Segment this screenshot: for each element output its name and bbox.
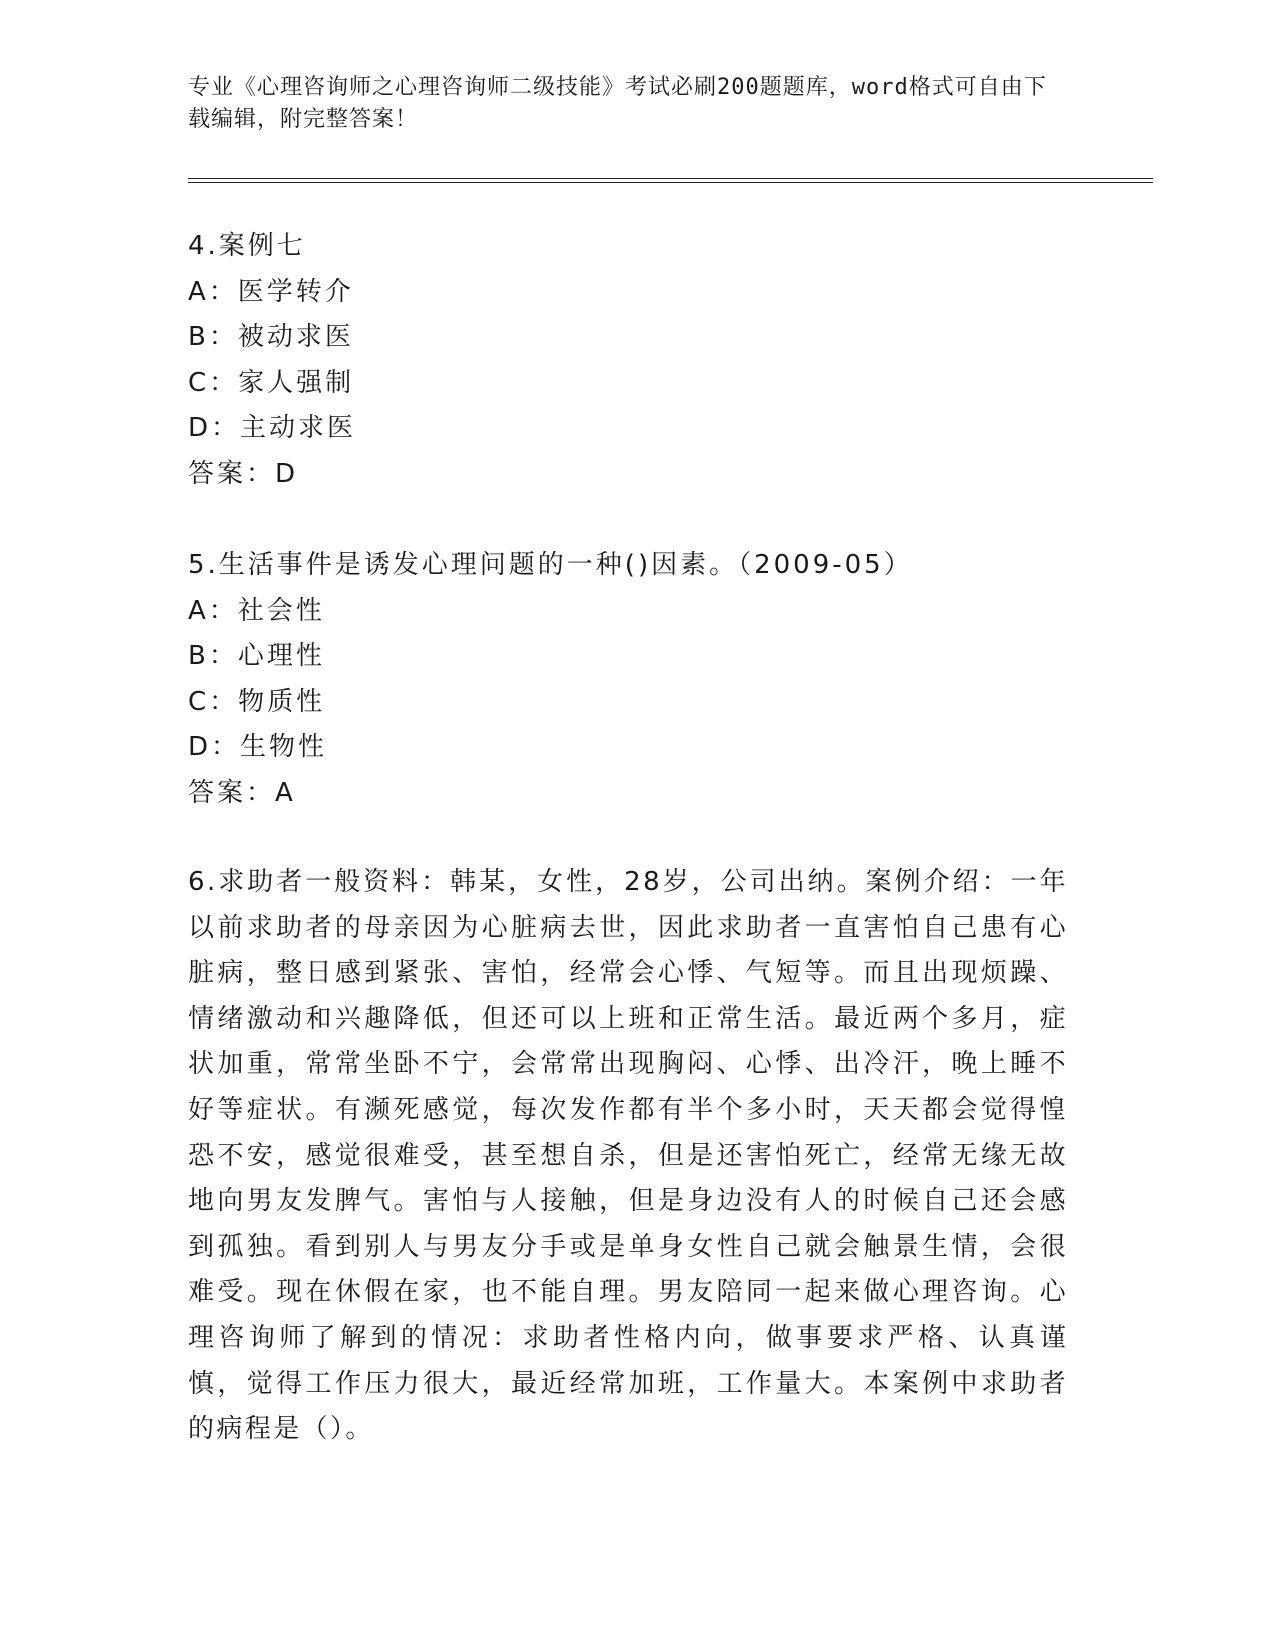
answer: 答案：A [188, 777, 296, 808]
question-4 [188, 224, 1068, 497]
header-divider-top [188, 178, 1153, 179]
answer: 答案：D [188, 458, 299, 489]
question-5 [188, 543, 1068, 816]
option-a: A：医学转介 [188, 276, 354, 307]
question-6: 6.求助者一般资料：韩某，女性，28岁，公司出纳。案例介绍：一年以前求助者的母亲因为心脏病去世，因此求助者一直害怕自己患有心脏病，整日感到紧张、害怕，经常会心悸、气短等。而且出现烦躁、情绪激动和兴趣降低，但还可以上班和正常生活。最近两个多月，症状加重，常常坐卧不宁，会常常出现胸闷、心悸、出冷汗，晚上睡不好等症状。有濒死感觉，每次发作都有半个多小时，天天都会觉得惶恐不安，感觉很难受，甚至想自杀，但是还害怕死亡，经常无缘无故地向男友发脾气。害怕与人接触，但是身边没有人的时候自己还会感到孤独。看到别人与男友分手或是单身女性自己就会触景生情，会很难受。现在休假在家，也不能自理。男友陪同一起来做心理咨询。心理咨询师了解到的情况：求助者性格内向，做事要求严格、认真谨慎，觉得工作压力很大，最近经常加班，工作量大。本案例中求助者的病程是（）。 [188, 867, 1068, 1445]
document-header: 专业《心理咨询师之心理咨询师二级技能》考试必刷200题题库，word格式可自由下载编辑，附完整答案！ [188, 75, 1047, 132]
header-divider-bottom [188, 182, 1153, 183]
option-d: D：主动求医 [188, 413, 357, 443]
option-c: C：家人强制 [188, 367, 355, 398]
question-stem: 4.案例七 [188, 231, 306, 261]
option-c: C：物质性 [188, 686, 326, 717]
option-a: A：社会性 [188, 595, 325, 626]
option-b: B：心理性 [188, 641, 325, 671]
option-b: B：被动求医 [188, 322, 354, 352]
option-d: D：生物性 [188, 732, 328, 762]
question-stem: 5.生活事件是诱发心理问题的一种()因素。（2009-05） [188, 550, 913, 580]
